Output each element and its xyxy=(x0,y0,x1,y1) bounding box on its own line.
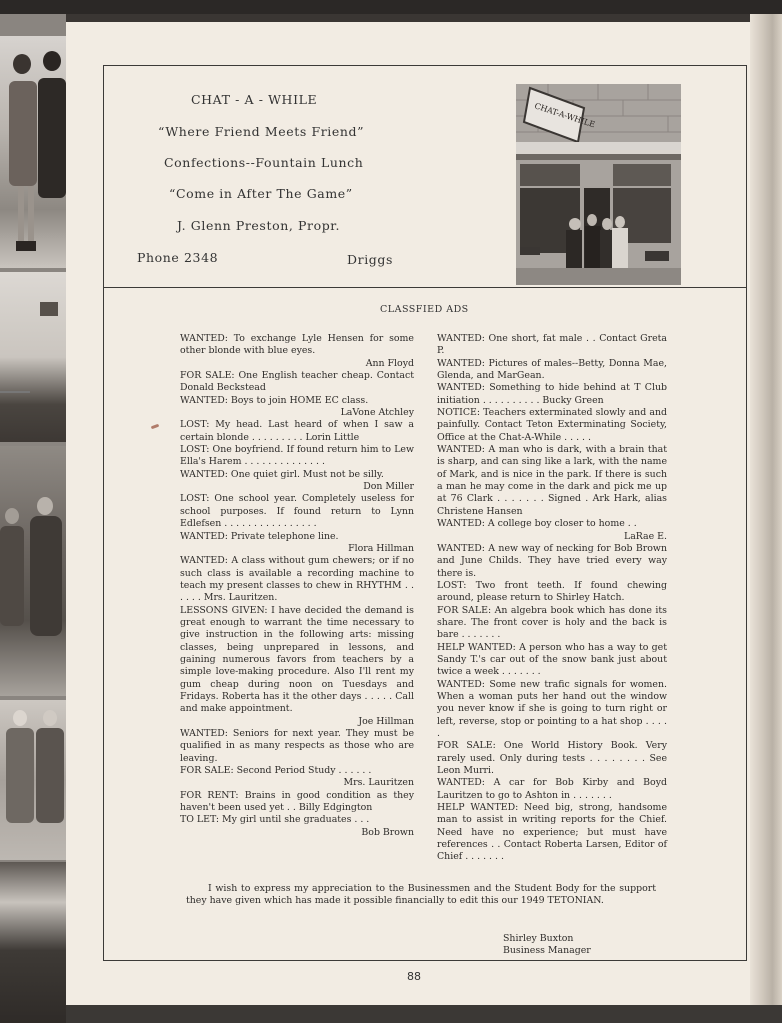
classified-right-column xyxy=(437,333,667,864)
photo-two-girls xyxy=(0,36,66,268)
business-slogan: “Where Friend Meets Friend” xyxy=(158,124,365,139)
photo-two-women xyxy=(0,700,66,860)
classified-ad-signature: Bob Brown xyxy=(361,826,414,838)
classified-ad-text: NOTICE: Teachers exterminated slowly and and painfully. Contact Teton Exterminating Society, Office at the Chat-A-While . . . . . xyxy=(437,407,667,443)
classified-ad-text: HELP WANTED: Need big, strong, handsome man to assist in writing reports for the Chief. Need have no experience; but must have references . . Contact Roberta Larsen, Editor of Chief . . . . . . . xyxy=(437,802,667,863)
classified-ad-text: FOR SALE: One English teacher cheap. Contact Donald Beckstead xyxy=(180,370,414,394)
business-town: Driggs xyxy=(347,252,394,267)
signature-block xyxy=(503,933,591,958)
classified-ad-text: WANTED: A car for Bob Kirby and Boyd Lauritzen to go to Ashton in . . . . . . . xyxy=(437,777,667,801)
classified-ad-text: LOST: One school year. Completely useless for school purposes. If found return to Lynn Edlefsen . . . . . . . . . . . . . . . . xyxy=(180,493,414,530)
classified-left-column xyxy=(180,333,414,839)
appreciation-message: I wish to express my appreciation to the Businessmen and the Student Body for the support they have given which has made it possible financially to edit this our 1949 TETONIAN. xyxy=(186,883,656,907)
signer-name: Shirley Buxton xyxy=(503,933,574,944)
classified-ad-text: WANTED: Some new trafic signals for women. When a woman puts her hand out the window you never know if she is going to turn right or left, reverse, stop or pointing to a hat shop . . . . . xyxy=(437,678,667,739)
classified-ad-text: WANTED: A class without gum chewers; or if no such class is available a recording machine to teach my present classes to chew in RHYTHM . . . . . . Mrs. Lauritzen. xyxy=(180,555,414,604)
photo-group-outdoors xyxy=(0,446,66,696)
building-windows xyxy=(0,272,66,442)
classified-ad-signature: Don Miller xyxy=(363,481,414,493)
classified-ad-text: WANTED: Private telephone line. xyxy=(180,530,339,542)
classified-ad-text: WANTED: A college boy closer to home . . xyxy=(437,518,637,530)
photo-lawn xyxy=(0,862,66,1023)
section-divider xyxy=(103,287,747,288)
business-invitation: “Come in After The Game” xyxy=(169,186,353,201)
classified-ad-signature: Joe Hillman xyxy=(358,715,414,727)
classified-ad-text: LOST: Two front teeth. If found chewing around, please return to Shirley Hatch. xyxy=(437,579,667,604)
classified-ad-text: WANTED: Boys to join HOME EC class. xyxy=(180,394,369,406)
classified-ad-text: WANTED: Seniors for next year. They must be qualified in as many respects as those who are leaving. xyxy=(180,728,414,764)
photo-building xyxy=(0,272,66,442)
classified-ad-text: WANTED: A man who is dark, with a brain that is sharp, and can sing like a lark, with the name of Mark, and is nice in the park. If there is such a man he may come in the dark and pick me up at 76 Clark . . . . . . . Signed . Ark Hark, alias Christene Hansen xyxy=(437,444,667,517)
classified-ad-text: FOR SALE: An algebra book which has done its share. The front cover is holy and the back is bare . . . . . . . xyxy=(437,604,667,641)
classified-ad-text: LOST: One boyfriend. If found return him to Lew Ella's Harem . . . . . . . . . . . . . . xyxy=(180,444,414,468)
classified-ad-text: TO LET: My girl until she graduates . . . xyxy=(180,814,370,826)
business-offerings: Confections--Fountain Lunch xyxy=(164,155,364,170)
classified-ad-signature: LaRae E. xyxy=(623,530,667,542)
classified-ad-text: HELP WANTED: A person who has a way to get Sandy T.'s car out of the snow bank just about twice a week . . . . . . . xyxy=(437,641,667,678)
business-proprietor: J. Glenn Preston, Propr. xyxy=(177,218,341,233)
business-phone: Phone 2348 xyxy=(137,250,219,265)
signer-title: Business Manager xyxy=(503,945,591,957)
classified-ad-text: FOR SALE: Second Period Study . . . . . . xyxy=(180,765,372,777)
women-figures xyxy=(0,700,66,860)
classified-ad-text: WANTED: To exchange Lyle Hensen for some other blonde with blue eyes. xyxy=(180,333,414,357)
scan-top-edge xyxy=(0,0,782,14)
classified-ad-text: WANTED: One quiet girl. Must not be silly. xyxy=(180,468,384,480)
classified-ad-signature: Ann Floyd xyxy=(365,357,414,369)
classified-ad-text: WANTED: One short, fat male . . Contact Greta P. xyxy=(437,333,667,357)
girls-figures xyxy=(0,36,66,268)
classified-ad-text: WANTED: Pictures of males--Betty, Donna Mae, Glenda, and MarGean. xyxy=(437,357,667,382)
storefront-photo xyxy=(508,80,681,285)
classified-ad-signature: Mrs. Lauritzen xyxy=(343,777,414,789)
page-gutter-shadow xyxy=(750,14,782,1023)
classified-ad-text: FOR SALE: One World History Book. Very rarely used. Only during tests . . . . . . . . See Leon Murri. xyxy=(437,740,667,777)
classified-ad-text: LOST: My head. Last heard of when I saw a certain blonde . . . . . . . . . Lorin Little xyxy=(180,419,414,443)
classified-ad-signature: LaVone Atchley xyxy=(340,407,414,419)
storefront-illustration xyxy=(508,80,681,285)
classified-ad-text: LESSONS GIVEN: I have decided the demand is great enough to warrant the time necessary to give instruction in the following arts: missing classes, being unprepared in lessons, and gaining numerous favors from teachers by a simple love-making procedure. Also I'll rent my gum cheap during noon on Tuesdays and Fridays. Roberta has it the other days . . . . . Call and make appointment. xyxy=(180,604,414,715)
classified-ads-title: CLASSFIED ADS xyxy=(380,304,469,315)
scan-bottom-edge xyxy=(66,1005,782,1023)
classified-ad-text: WANTED: Something to hide behind at T Club initiation . . . . . . . . . . Bucky Green xyxy=(437,382,667,406)
storefront-sign-text: CHAT-A-WHILE xyxy=(533,101,597,130)
group-figures xyxy=(0,446,66,696)
classified-ad-text: FOR RENT: Brains in good condition as they haven't been used yet . . Billy Edgington xyxy=(180,789,414,814)
page-number: 88 xyxy=(407,970,421,983)
business-name: CHAT - A - WHILE xyxy=(191,92,318,107)
adjacent-page-photo-strip xyxy=(0,14,66,1023)
classified-ad-text: WANTED: A new way of necking for Bob Brown and June Childs. They have tried every way there is. xyxy=(437,542,667,579)
classified-ad-signature: Flora Hillman xyxy=(348,542,414,554)
